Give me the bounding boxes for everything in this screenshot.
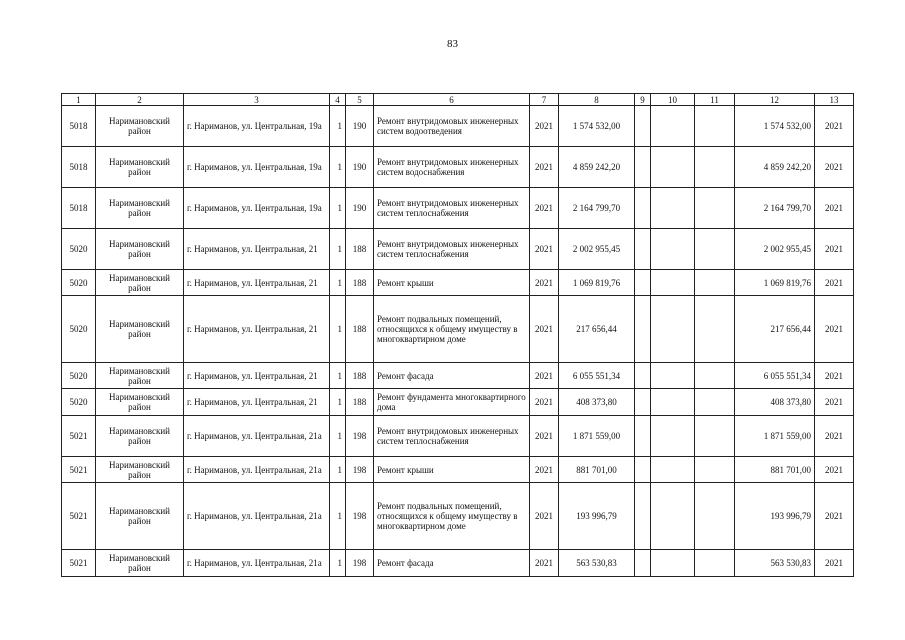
cell-col-9: [635, 550, 651, 577]
column-header: 11: [695, 94, 735, 106]
cell-col-10: [651, 229, 695, 270]
cell-col-9: [635, 106, 651, 147]
column-header: 8: [559, 94, 635, 106]
cell-year: 2021: [530, 188, 559, 229]
cell-col-12: 193 996,79: [735, 483, 815, 550]
column-header: 9: [635, 94, 651, 106]
cell-col-12: 563 530,83: [735, 550, 815, 577]
cell-work-type: Ремонт подвальных помещений, относящихся к общему имуществу в многоквартирном доме: [374, 483, 530, 550]
cell-work-type: Ремонт внутридомовых инженерных систем теплоснабжения: [374, 416, 530, 457]
cell-district: Наримановский район: [96, 188, 184, 229]
cell-house-id: 5021: [62, 416, 96, 457]
cell-col-12: 408 373,80: [735, 389, 815, 416]
cell-col-5: 190: [346, 147, 374, 188]
cell-address: г. Нариманов, ул. Центральная, 21а: [184, 416, 330, 457]
cell-col-4: 1: [330, 270, 346, 296]
cell-col-9: [635, 188, 651, 229]
cell-col-11: [695, 416, 735, 457]
cell-col-11: [695, 147, 735, 188]
cell-district: Наримановский район: [96, 483, 184, 550]
cell-col-5: 188: [346, 229, 374, 270]
cell-col-11: [695, 483, 735, 550]
cell-address: г. Нариманов, ул. Центральная, 19а: [184, 106, 330, 147]
repair-register-table: [61, 93, 854, 577]
cell-col-13: 2021: [815, 363, 854, 389]
cell-house-id: 5020: [62, 363, 96, 389]
cell-total-cost: 1 871 559,00: [559, 416, 635, 457]
cell-col-13: 2021: [815, 188, 854, 229]
cell-col-12: 217 656,44: [735, 296, 815, 363]
cell-col-4: 1: [330, 389, 346, 416]
cell-work-type: Ремонт внутридомовых инженерных систем теплоснабжения: [374, 188, 530, 229]
table-row: [62, 363, 854, 389]
cell-address: г. Нариманов, ул. Центральная, 21: [184, 270, 330, 296]
column-header: 7: [530, 94, 559, 106]
cell-work-type: Ремонт фасада: [374, 363, 530, 389]
cell-col-5: 198: [346, 550, 374, 577]
cell-col-13: 2021: [815, 270, 854, 296]
cell-col-10: [651, 416, 695, 457]
cell-year: 2021: [530, 416, 559, 457]
cell-col-10: [651, 106, 695, 147]
cell-col-5: 188: [346, 270, 374, 296]
column-header: 1: [62, 94, 96, 106]
table-row: [62, 550, 854, 577]
cell-col-5: 198: [346, 483, 374, 550]
column-header: 4: [330, 94, 346, 106]
cell-col-9: [635, 483, 651, 550]
cell-col-4: 1: [330, 147, 346, 188]
cell-col-5: 188: [346, 389, 374, 416]
cell-total-cost: 881 701,00: [559, 457, 635, 483]
cell-house-id: 5020: [62, 296, 96, 363]
cell-year: 2021: [530, 389, 559, 416]
cell-year: 2021: [530, 363, 559, 389]
cell-col-11: [695, 389, 735, 416]
cell-col-10: [651, 457, 695, 483]
cell-col-11: [695, 550, 735, 577]
cell-col-5: 188: [346, 363, 374, 389]
cell-col-11: [695, 188, 735, 229]
cell-district: Наримановский район: [96, 416, 184, 457]
cell-work-type: Ремонт крыши: [374, 270, 530, 296]
cell-district: Наримановский район: [96, 229, 184, 270]
cell-total-cost: 2 002 955,45: [559, 229, 635, 270]
column-header: 2: [96, 94, 184, 106]
cell-col-9: [635, 389, 651, 416]
cell-col-12: 2 002 955,45: [735, 229, 815, 270]
cell-col-11: [695, 270, 735, 296]
cell-col-9: [635, 147, 651, 188]
cell-col-5: 198: [346, 416, 374, 457]
cell-col-9: [635, 457, 651, 483]
column-header: 6: [374, 94, 530, 106]
cell-col-9: [635, 270, 651, 296]
column-header: 13: [815, 94, 854, 106]
cell-work-type: Ремонт внутридомовых инженерных систем водоснабжения: [374, 147, 530, 188]
cell-col-9: [635, 416, 651, 457]
table-row: [62, 389, 854, 416]
table-row: [62, 416, 854, 457]
cell-col-4: 1: [330, 416, 346, 457]
cell-col-13: 2021: [815, 296, 854, 363]
cell-col-12: 6 055 551,34: [735, 363, 815, 389]
cell-district: Наримановский район: [96, 270, 184, 296]
column-header: 5: [346, 94, 374, 106]
cell-house-id: 5021: [62, 550, 96, 577]
cell-col-13: 2021: [815, 106, 854, 147]
cell-col-13: 2021: [815, 457, 854, 483]
cell-address: г. Нариманов, ул. Центральная, 21а: [184, 457, 330, 483]
cell-house-id: 5021: [62, 483, 96, 550]
cell-address: г. Нариманов, ул. Центральная, 19а: [184, 147, 330, 188]
column-header: 12: [735, 94, 815, 106]
cell-col-13: 2021: [815, 389, 854, 416]
cell-col-13: 2021: [815, 416, 854, 457]
cell-col-9: [635, 363, 651, 389]
table-row: [62, 188, 854, 229]
column-header: 10: [651, 94, 695, 106]
cell-work-type: Ремонт фасада: [374, 550, 530, 577]
cell-year: 2021: [530, 106, 559, 147]
cell-col-5: 190: [346, 188, 374, 229]
cell-house-id: 5020: [62, 270, 96, 296]
cell-col-13: 2021: [815, 229, 854, 270]
cell-total-cost: 1 069 819,76: [559, 270, 635, 296]
cell-col-11: [695, 457, 735, 483]
cell-house-id: 5018: [62, 147, 96, 188]
cell-total-cost: 6 055 551,34: [559, 363, 635, 389]
cell-house-id: 5020: [62, 389, 96, 416]
cell-col-11: [695, 229, 735, 270]
cell-col-11: [695, 296, 735, 363]
cell-work-type: Ремонт внутридомовых инженерных систем теплоснабжения: [374, 229, 530, 270]
cell-col-13: 2021: [815, 550, 854, 577]
cell-col-9: [635, 229, 651, 270]
cell-house-id: 5020: [62, 229, 96, 270]
cell-col-4: 1: [330, 106, 346, 147]
cell-work-type: Ремонт внутридомовых инженерных систем водоотведения: [374, 106, 530, 147]
cell-work-type: Ремонт крыши: [374, 457, 530, 483]
cell-total-cost: 1 574 532,00: [559, 106, 635, 147]
cell-house-id: 5018: [62, 188, 96, 229]
cell-col-5: 190: [346, 106, 374, 147]
cell-col-12: 881 701,00: [735, 457, 815, 483]
cell-col-5: 198: [346, 457, 374, 483]
cell-address: г. Нариманов, ул. Центральная, 21а: [184, 483, 330, 550]
cell-col-4: 1: [330, 457, 346, 483]
cell-year: 2021: [530, 270, 559, 296]
cell-col-12: 4 859 242,20: [735, 147, 815, 188]
table-row: [62, 296, 854, 363]
table-row: [62, 270, 854, 296]
cell-district: Наримановский район: [96, 296, 184, 363]
cell-district: Наримановский район: [96, 550, 184, 577]
cell-house-id: 5021: [62, 457, 96, 483]
cell-year: 2021: [530, 229, 559, 270]
cell-district: Наримановский район: [96, 389, 184, 416]
cell-col-10: [651, 363, 695, 389]
cell-col-9: [635, 296, 651, 363]
cell-year: 2021: [530, 457, 559, 483]
cell-year: 2021: [530, 550, 559, 577]
cell-district: Наримановский район: [96, 147, 184, 188]
cell-total-cost: 408 373,80: [559, 389, 635, 416]
cell-address: г. Нариманов, ул. Центральная, 21: [184, 389, 330, 416]
cell-district: Наримановский район: [96, 106, 184, 147]
cell-col-12: 1 871 559,00: [735, 416, 815, 457]
cell-col-4: 1: [330, 296, 346, 363]
cell-col-4: 1: [330, 550, 346, 577]
cell-district: Наримановский район: [96, 457, 184, 483]
cell-col-10: [651, 483, 695, 550]
cell-total-cost: 217 656,44: [559, 296, 635, 363]
cell-district: Наримановский район: [96, 363, 184, 389]
cell-col-13: 2021: [815, 483, 854, 550]
table-row: [62, 457, 854, 483]
column-number-header: [62, 94, 854, 106]
cell-col-11: [695, 363, 735, 389]
cell-col-4: 1: [330, 188, 346, 229]
cell-col-12: 1 574 532,00: [735, 106, 815, 147]
cell-address: г. Нариманов, ул. Центральная, 21: [184, 229, 330, 270]
table-row: [62, 147, 854, 188]
cell-col-11: [695, 106, 735, 147]
cell-year: 2021: [530, 483, 559, 550]
cell-address: г. Нариманов, ул. Центральная, 21а: [184, 550, 330, 577]
cell-total-cost: 193 996,79: [559, 483, 635, 550]
cell-address: г. Нариманов, ул. Центральная, 21: [184, 296, 330, 363]
cell-col-10: [651, 389, 695, 416]
cell-col-12: 2 164 799,70: [735, 188, 815, 229]
cell-house-id: 5018: [62, 106, 96, 147]
cell-col-10: [651, 188, 695, 229]
table-row: [62, 106, 854, 147]
cell-col-4: 1: [330, 363, 346, 389]
cell-col-10: [651, 147, 695, 188]
cell-work-type: Ремонт фундамента многоквартирного дома: [374, 389, 530, 416]
cell-col-13: 2021: [815, 147, 854, 188]
cell-col-4: 1: [330, 483, 346, 550]
cell-year: 2021: [530, 296, 559, 363]
cell-year: 2021: [530, 147, 559, 188]
cell-total-cost: 563 530,83: [559, 550, 635, 577]
cell-col-10: [651, 550, 695, 577]
cell-col-12: 1 069 819,76: [735, 270, 815, 296]
cell-address: г. Нариманов, ул. Центральная, 19а: [184, 188, 330, 229]
page-number: 83: [447, 38, 458, 50]
cell-col-10: [651, 270, 695, 296]
column-header: 3: [184, 94, 330, 106]
cell-address: г. Нариманов, ул. Центральная, 21: [184, 363, 330, 389]
cell-col-4: 1: [330, 229, 346, 270]
cell-col-10: [651, 296, 695, 363]
table-row: [62, 229, 854, 270]
cell-total-cost: 2 164 799,70: [559, 188, 635, 229]
table-row: [62, 483, 854, 550]
cell-total-cost: 4 859 242,20: [559, 147, 635, 188]
cell-col-5: 188: [346, 296, 374, 363]
cell-work-type: Ремонт подвальных помещений, относящихся к общему имуществу в многоквартирном доме: [374, 296, 530, 363]
